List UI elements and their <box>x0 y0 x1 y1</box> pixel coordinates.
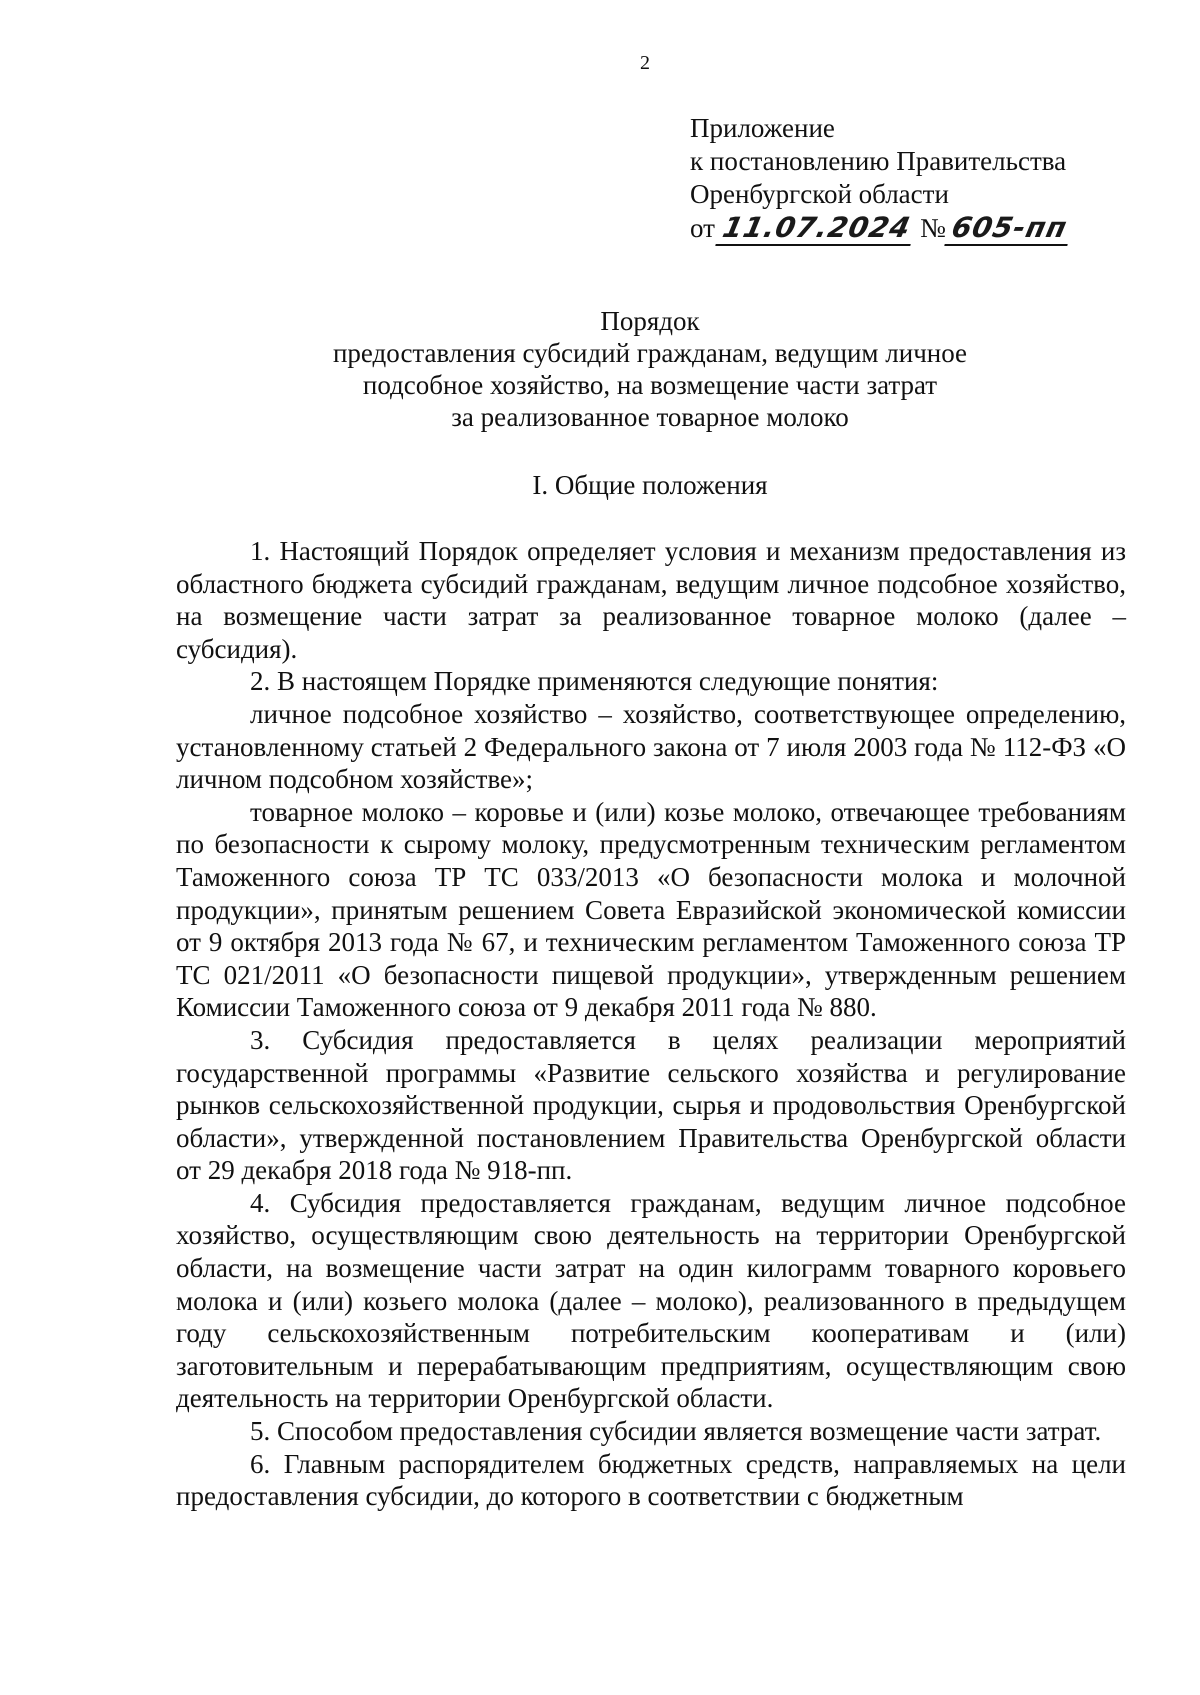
title-line-3: подсобное хозяйство, на возмещение части затрат <box>362 370 938 400</box>
paragraph-5: 5. Способом предоставления субсидии является возмещение части затрат. <box>250 1416 1102 1447</box>
paragraph-4: 4. Субсидия предоставляется гражданам, ведущим личное подсобное хозяйство, осуществляющим свою деятельность на территории Оренбургской области, на возмещение части затрат на один килограмм товарного коровьего молока и (или) козьего молока (далее – молоко), реализованного в предыдущем году сельскохозяйственным потребительским кооперативам и (или) заготовительным и перерабатывающим предприятиям, осуществляющим свою деятельность на территории Оренбургской области. <box>176 1187 1126 1414</box>
handwritten-number: 605-пп <box>944 211 1074 246</box>
appendix-line-2: к постановлению Правительства <box>690 146 1067 176</box>
appendix-date-number-line <box>690 211 1071 246</box>
document-title <box>0 305 1200 433</box>
document-body <box>176 535 1126 1513</box>
page-number: 2 <box>640 52 650 74</box>
number-sign: № <box>920 213 946 243</box>
paragraph-1: 1. Настоящий Порядок определяет условия и механизм предоставления из областного бюджета субсидий гражданам, ведущим личное подсобное хозяйство, на возмещение части затрат за реализованное товарное молоко (далее – субсидия). <box>176 536 1126 664</box>
title-line-4: за реализованное товарное молоко <box>451 402 849 432</box>
section-title: I. Общие положения <box>532 470 768 500</box>
definition-personal-farm: личное подсобное хозяйство – хозяйство, соответствующее определению, установленному статьей 2 Федерального закона от 7 июля 2003 года № 112-ФЗ «О личном подсобном хозяйстве»; <box>176 698 1126 795</box>
paragraph-3: 3. Субсидия предоставляется в целях реализации мероприятий государственной программы «Развитие сельского хозяйства и регулирование рынков сельскохозяйственной продукции, сырья и продовольствия Оренбургской области», утвержденной постановлением Правительства Оренбургской области от 29 декабря 2018 года № 918-пп. <box>176 1024 1126 1186</box>
title-line-2: предоставления субсидий гражданам, ведущим личное <box>332 338 968 368</box>
definition-commodity-milk: товарное молоко – коровье и (или) козье молоко, отвечающее требованиям по безопасности к сырому молоку, предусмотренным техническим регламентом Таможенного союза ТР ТС 033/2013 «О безопасности молока и молочной продукции», принятым решением Совета Евразийской экономической комиссии от 9 октября 2013 года № 67, и техническим регламентом Таможенного союза ТР ТС 021/2011 «О безопасности пищевой продукции», утвержденным решением Комиссии Таможенного союза от 9 декабря 2011 года № 880. <box>176 796 1126 1023</box>
from-prefix: от <box>690 213 715 243</box>
appendix-header <box>690 112 1071 246</box>
appendix-line-3: Оренбургской области <box>690 179 949 209</box>
appendix-line-1: Приложение <box>690 113 835 143</box>
paragraph-2: 2. В настоящем Порядке применяются следующие понятия: <box>250 666 939 697</box>
paragraph-6: 6. Главным распорядителем бюджетных средств, направляемых на цели предоставления субсидии, до которого в соответствии с бюджетным <box>176 1448 1126 1512</box>
handwritten-date: 11.07.2024 <box>715 211 918 246</box>
title-line-1: Порядок <box>600 306 700 336</box>
